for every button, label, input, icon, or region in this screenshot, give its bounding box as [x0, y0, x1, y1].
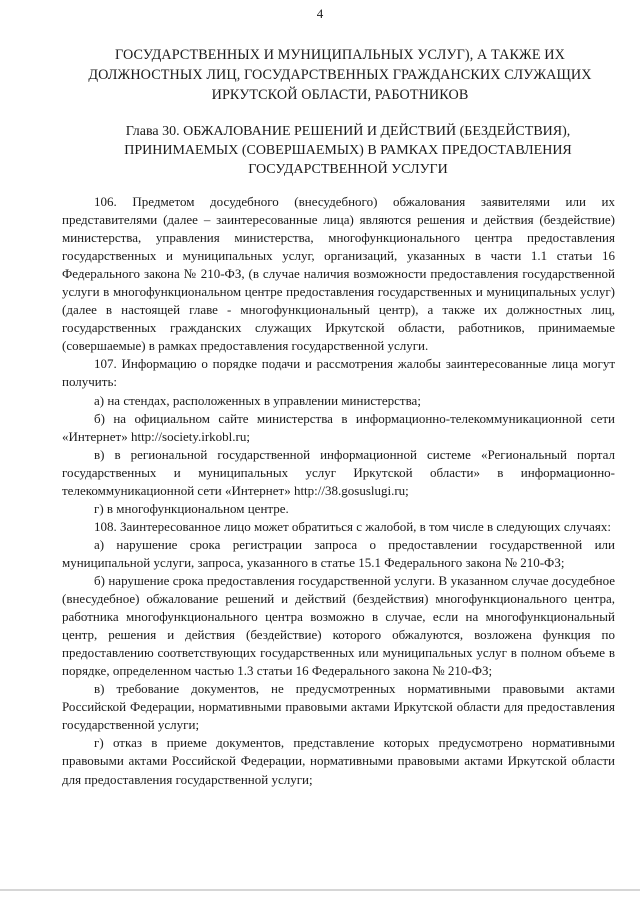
list-item-108-a: а) нарушение срока регистрации запроса о предоставлении государственной или муниципальной услуги, запроса, указанного в статье 15.1 Федерального закона № 210-ФЗ;: [62, 536, 615, 570]
paragraph-106: 106. Предметом досудебного (внесудебного) обжалования заявителями или их представителями (далее – заинтересованные лица) являются решения и действия (бездействие) министерства, управления министерства, многофункционального центра предоставления государственных и муниципальных услуг, организаций, указанных в части 1.1 статьи 16 Федерального закона № 210-ФЗ, (в случае наличия возможности предоставления государственной услуги в многофункциональном центре предоставления государственных и муниципальных услуг) (далее в настоящей главе - многофункциональный центр), а также их должностных лиц, государственных гражданских служащих Иркутской области, работников, принимаемые (совершаемые) в рамках предоставления государственной услуги.: [62, 194, 615, 354]
list-item-107-a: а) на стендах, расположенных в управлении министерства;: [94, 392, 421, 408]
list-item-107-v: в) в региональной государственной информационной системе «Региональный портал государственных и муниципальных услуг Иркутской области» в информационно-телекоммуникационной сети «Интернет» http://38.gosuslugi.ru;: [62, 446, 615, 498]
paragraph-107: 107. Информацию о порядке подачи и рассмотрения жалобы заинтересованные лица могут получить:: [62, 356, 615, 390]
list-item-108-b: б) нарушение срока предоставления государственной услуги. В указанном случае досудебное (внесудебное) обжалование решений и действий (бездействия) многофункционального центра, работника многофункционального центра возможно в случае, если на многофункциональный центр, решения и действия (бездействие) которого обжалуются, возложена функция по предоставлению соответствующих государственных или муниципальных услуг в полном объеме в порядке, определенном частью 1.3 статьи 16 Федерального закона № 210-ФЗ;: [62, 572, 615, 679]
section-heading-continuation: ГОСУДАРСТВЕННЫХ И МУНИЦИПАЛЬНЫХ УСЛУГ), А ТАКЖЕ ИХ ДОЛЖНОСТНЫХ ЛИЦ, ГОСУДАРСТВЕННЫХ ГРАЖДАНСКИХ СЛУЖАЩИХ ИРКУТСКОЙ ОБЛАСТИ, РАБОТНИКОВ: [88, 47, 592, 103]
list-item-108-g: г) отказ в приеме документов, представление которых предусмотрено нормативными правовыми актами Российской Федерации, нормативными правовыми актами Иркутской области для предоставления государственной услуги;: [62, 735, 615, 787]
list-item-107-g: г) в многофункциональном центре.: [94, 500, 289, 516]
paragraph-108: 108. Заинтересованное лицо может обратиться с жалобой, в том числе в следующих случаях:: [94, 518, 611, 534]
page-number: 4: [316, 6, 324, 21]
list-item-108-v: в) требование документов, не предусмотренных нормативными правовыми актами Российской Федерации, нормативными правовыми актами Иркутской области для предоставления государственной услуги;: [62, 681, 615, 733]
chapter-title: Глава 30. ОБЖАЛОВАНИЕ РЕШЕНИЙ И ДЕЙСТВИЙ (БЕЗДЕЙСТВИЯ), ПРИНИМАЕМЫХ (СОВЕРШАЕМЫХ) В РАМКАХ ПРЕДОСТАВЛЕНИЯ ГОСУДАРСТВЕННОЙ УСЛУГИ: [124, 124, 572, 177]
body-text: [62, 193, 615, 789]
scan-edge-divider: [0, 889, 640, 891]
list-item-107-b: б) на официальном сайте министерства в информационно-телекоммуникационной сети «Интернет» http://society.irkobl.ru;: [62, 410, 615, 444]
